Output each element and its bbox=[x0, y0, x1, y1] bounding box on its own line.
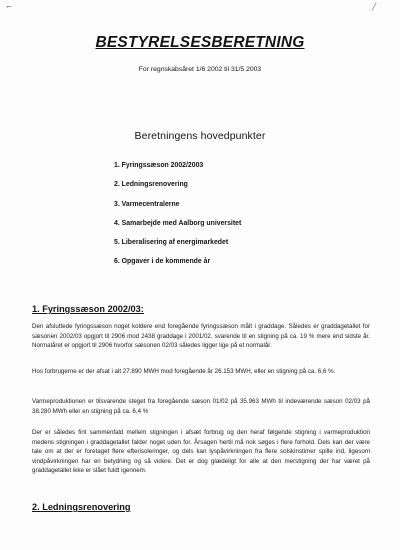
scan-mark-left: ⌐ bbox=[6, 3, 12, 11]
section-1-paragraph: Den afsluttede fyringssæson noget koldere end foregående fyringssæson målt i graddage. Således er graddagetallet for sæsonen 2002/03 opgjort til 2906 mod 2438 graddage i 2001/02. svarende til en stigning på ca. 19 % mere end sidste år. Normalåret er opgjort til 2906 hvorfor sæsonen 02/03 således ligger lige på et normalår. bbox=[32, 323, 370, 350]
highlights-list bbox=[114, 162, 354, 278]
highlights-list-item: 1. Fyringssæson 2002/2003 bbox=[114, 162, 204, 169]
scan-mark-right: ╱ bbox=[372, 3, 377, 11]
highlights-list-item: 4. Samarbejde med Aalborg universitet bbox=[114, 219, 242, 227]
highlights-list-item: 2. Ledningsrenovering bbox=[114, 181, 188, 189]
highlights-list-item: 5. Liberalisering af energimarkedet bbox=[114, 239, 229, 247]
section-1-paragraph: Hos forbrugerne er der afsat i alt 27.890 MWH mod foregående år 26.153 MWH, eller en stigning på ca. 6,6 %. bbox=[32, 368, 336, 375]
highlights-heading: Beretningens hovedpunkter bbox=[134, 130, 266, 142]
fiscal-period: For regnskabsåret 1/6 2002 til 31/5 2003 bbox=[138, 66, 262, 73]
document-title: BESTYRELSESBERETNING bbox=[95, 34, 305, 51]
highlights-list-item: 6. Opgaver i de kommende år bbox=[114, 258, 211, 266]
section-1-heading: 1. Fyringssæson 2002/03: bbox=[32, 304, 144, 314]
highlights-list-item: 3. Varmecentralerne bbox=[114, 200, 180, 208]
section-1-paragraph: Varmeproduktionen er tilsvarende steget fra foregående sæson 01/02 på 35.963 MWh til indeværende sæson 02/03 på 38.280 MWh eller en stigning på ca. 6,4 % bbox=[32, 398, 370, 415]
section-1-paragraph: Der er således fint sammenfald mellem stigningen i afsæt forbrug og den heraf følgende stigning i varmeproduktion medens stigningen i graddagetallet falder noget uden for. Årsagen hertil må nok søges i flere forhold. Dels kan der være tale om at der er foretaget flere efterisoleringer, og dels kan lyspåvirkningen fra flere solskinstimer spille ind, ligesom vindpåvirkningen har en betydning og så videre. Det er dog glædeligt for alle at den merstigning der har været på graddagetallet ikke er slået fuldt igennem. bbox=[32, 429, 370, 475]
section-2-heading: 2. Ledningsrenovering bbox=[32, 502, 131, 512]
